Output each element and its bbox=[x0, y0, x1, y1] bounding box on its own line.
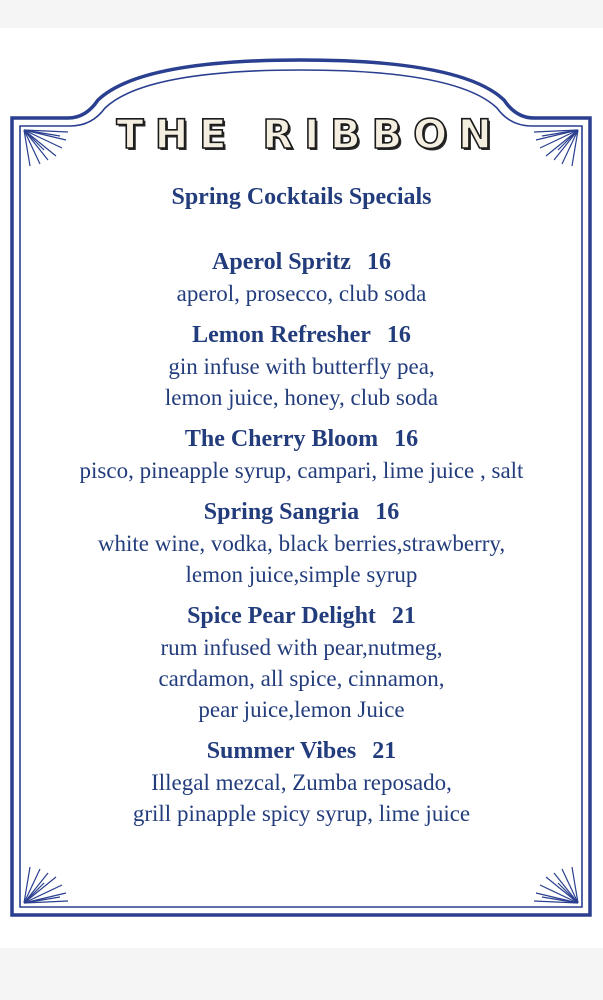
cocktail-name: Spice Pear Delight bbox=[187, 603, 376, 629]
cocktail-ingredients: Illegal mezcal, Zumba reposado, bbox=[151, 770, 452, 795]
corner-ornament-bottom-left bbox=[24, 867, 68, 903]
cocktail-ingredients: aperol, prosecco, club soda bbox=[176, 281, 427, 306]
cocktail-name: Spring Sangria bbox=[203, 499, 360, 525]
cocktail-ingredients: lemon juice,simple syrup bbox=[185, 562, 418, 587]
menu-item-heading bbox=[0, 319, 603, 351]
menu-item-heading bbox=[0, 600, 603, 632]
cocktail-name: Lemon Refresher bbox=[192, 322, 371, 348]
cocktail-ingredients: lemon juice, honey, club soda bbox=[164, 385, 439, 410]
cocktail-ingredients: white wine, vodka, black berries,strawberry, bbox=[97, 531, 506, 556]
cocktail-ingredients: grill pinapple spicy syrup, lime juice bbox=[132, 801, 471, 826]
cocktail-list bbox=[0, 246, 603, 839]
menu-item bbox=[0, 423, 603, 486]
cocktail-price: 16 bbox=[386, 322, 411, 348]
menu-item bbox=[0, 735, 603, 829]
cocktail-ingredients: pear juice,lemon Juice bbox=[198, 697, 405, 722]
cocktail-name: Summer Vibes bbox=[206, 738, 357, 764]
menu-item-heading bbox=[0, 246, 603, 278]
corner-ornament-bottom-right bbox=[534, 867, 578, 903]
cocktail-ingredients: pisco, pineapple syrup, campari, lime juice , salt bbox=[79, 458, 524, 483]
menu-item-heading bbox=[0, 423, 603, 455]
cocktail-price: 21 bbox=[372, 738, 397, 764]
menu-item bbox=[0, 246, 603, 309]
menu-item bbox=[0, 319, 603, 413]
cocktail-price: 21 bbox=[391, 603, 416, 629]
cocktail-name: Aperol Spritz bbox=[212, 249, 351, 275]
menu-item bbox=[0, 600, 603, 725]
menu-subtitle: Spring Cocktails Specials bbox=[171, 184, 432, 210]
cocktail-price: 16 bbox=[394, 426, 419, 452]
cocktail-price: 16 bbox=[375, 499, 400, 525]
menu-item bbox=[0, 496, 603, 590]
cocktail-ingredients: cardamon, all spice, cinnamon, bbox=[158, 666, 445, 691]
menu-item-heading bbox=[0, 735, 603, 767]
cocktail-ingredients: gin infuse with butterfly pea, bbox=[168, 354, 435, 379]
cocktail-price: 16 bbox=[366, 249, 391, 275]
restaurant-title: THE RIBBON bbox=[116, 112, 503, 158]
cocktail-ingredients: rum infused with pear,nutmeg, bbox=[160, 635, 443, 660]
menu-item-heading bbox=[0, 496, 603, 528]
cocktail-name: The Cherry Bloom bbox=[184, 426, 379, 452]
